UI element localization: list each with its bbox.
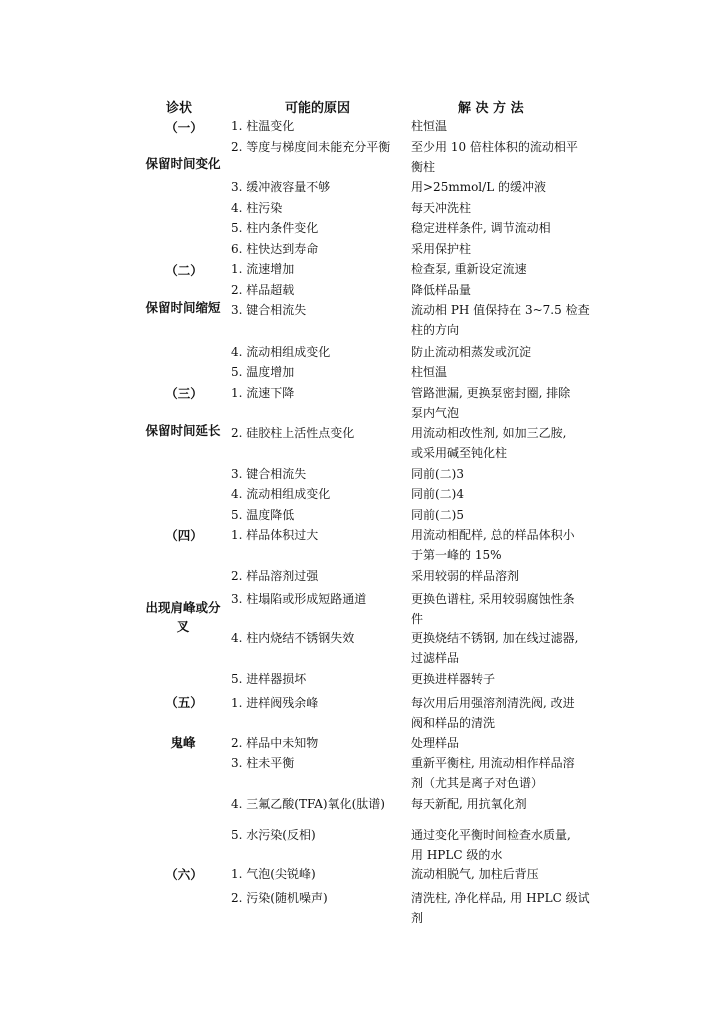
solution-3-4: 同前(二)4	[411, 487, 464, 501]
solution-6-1: 流动相脱气, 加柱后背压	[411, 867, 539, 881]
cause-5-2: 2. 样品中未知物	[231, 736, 319, 750]
solution-5-3: 重新平衡柱, 用流动相作样品溶 剂（尤其是离子对色谱）	[411, 756, 575, 790]
cause-3-3: 3. 键合相流失	[231, 467, 307, 481]
cause-1-1: 1. 柱温变化	[231, 119, 295, 133]
solution-2-4: 防止流动相蒸发或沉淀	[411, 345, 532, 359]
cause-3-5: 5. 温度降低	[231, 508, 295, 522]
solution-2-5: 柱恒温	[411, 365, 448, 379]
solution-4-5: 更换进样器转子	[411, 672, 496, 686]
solution-2-2: 降低样品量	[411, 283, 472, 297]
cause-2-2: 2. 样品超载	[231, 283, 295, 297]
group-3-title: 保留时间延长	[145, 423, 221, 438]
solution-5-5: 通过变化平衡时间检查水质量, 用 HPLC 级的水	[411, 828, 571, 862]
cause-4-4: 4. 柱内烧结不锈钢失效	[231, 631, 355, 645]
group-2-title: 保留时间缩短	[145, 300, 221, 315]
group-4-title-line2: 叉	[176, 619, 190, 634]
solution-1-6: 采用保护柱	[411, 242, 472, 256]
cause-5-5: 5. 水污染(反相)	[231, 828, 316, 842]
solution-5-1: 每次用后用强溶剂清洗阀, 改进 阀和样品的清洗	[411, 696, 575, 730]
cause-5-4: 4. 三氟乙酸(TFA)氧化(肽谱)	[231, 797, 385, 811]
cause-4-2: 2. 样品溶剂过强	[231, 569, 319, 583]
solution-1-5: 稳定进样条件, 调节流动相	[411, 221, 551, 235]
solution-5-4: 每天新配, 用抗氧化剂	[411, 797, 527, 811]
cause-5-3: 3. 柱未平衡	[231, 756, 295, 770]
group-5-title: 鬼峰	[170, 735, 196, 750]
solution-3-2: 用流动相改性剂, 如加三乙胺, 或采用碱至钝化柱	[411, 426, 567, 460]
solution-3-5: 同前(二)5	[411, 508, 464, 522]
solution-2-1: 检查泵, 重新设定流速	[411, 262, 527, 276]
group-1-number: （一）	[165, 120, 203, 135]
cause-1-6: 6. 柱快达到寿命	[231, 242, 319, 256]
cause-2-5: 5. 温度增加	[231, 365, 295, 379]
solution-6-2: 清洗柱, 净化样品, 用 HPLC 级试 剂	[411, 891, 590, 925]
cause-2-4: 4. 流动相组成变化	[231, 345, 331, 359]
solution-2-3: 流动相 PH 值保持在 3~7.5 检查 柱的方向	[411, 303, 590, 337]
solution-5-2: 处理样品	[411, 736, 460, 750]
cause-4-1: 1. 样品体积过大	[231, 528, 319, 542]
solution-3-3: 同前(二)3	[411, 467, 464, 481]
cause-1-4: 4. 柱污染	[231, 201, 283, 215]
solution-1-2: 至少用 10 倍柱体积的流动相平 衡柱	[411, 140, 578, 174]
cause-2-3: 3. 键合相流失	[231, 303, 307, 317]
group-5-number: （五）	[165, 695, 203, 710]
solution-3-1: 管路泄漏, 更换泵密封圈, 排除 泵内气泡	[411, 386, 571, 420]
cause-3-4: 4. 流动相组成变化	[231, 487, 331, 501]
solution-4-2: 采用较弱的样品溶剂	[411, 569, 520, 583]
solution-1-1: 柱恒温	[411, 119, 448, 133]
cause-3-2: 2. 硅胶柱上活性点变化	[231, 426, 355, 440]
cause-4-5: 5. 进样器损坏	[231, 672, 307, 686]
group-6-number: （六）	[165, 867, 203, 882]
solution-1-3: 用>25mmol/L 的缓冲液	[411, 180, 546, 194]
group-4-number: （四）	[165, 528, 203, 543]
cause-1-5: 5. 柱内条件变化	[231, 221, 319, 235]
header-symptom: 诊状	[166, 101, 193, 116]
group-4-title-line1: 出现肩峰或分	[145, 600, 221, 615]
cause-3-1: 1. 流速下降	[231, 386, 295, 400]
header-solution: 解 决 方 法	[458, 101, 524, 116]
cause-1-3: 3. 缓冲液容量不够	[231, 180, 331, 194]
group-2-number: （二）	[165, 263, 203, 278]
solution-4-1: 用流动相配样, 总的样品体积小 于第一峰的 15%	[411, 528, 575, 562]
solution-4-3: 更换色谱柱, 采用较弱腐蚀性条 件	[411, 592, 575, 626]
cause-4-3: 3. 柱塌陷或形成短路通道	[231, 592, 367, 606]
cause-2-1: 1. 流速增加	[231, 262, 295, 276]
solution-4-4: 更换烧结不锈钢, 加在线过滤器, 过滤样品	[411, 631, 579, 665]
group-1-title: 保留时间变化	[145, 156, 221, 171]
group-3-number: （三）	[165, 386, 203, 401]
cause-1-2: 2. 等度与梯度间未能充分平衡	[231, 140, 391, 154]
header-cause: 可能的原因	[285, 101, 351, 116]
solution-1-4: 每天冲洗柱	[411, 201, 472, 215]
cause-6-1: 1. 气泡(尖锐峰)	[231, 867, 316, 881]
cause-6-2: 2. 污染(随机噪声)	[231, 891, 328, 905]
cause-5-1: 1. 进样阀残余峰	[231, 696, 319, 710]
